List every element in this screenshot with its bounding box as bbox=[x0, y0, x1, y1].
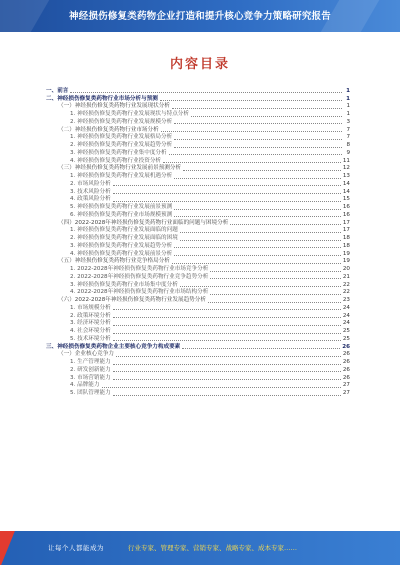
toc-entry-page: 22 bbox=[342, 281, 350, 288]
toc-entry-label: 4. 品牌能力 bbox=[70, 382, 100, 389]
toc-entry[interactable] bbox=[46, 366, 350, 374]
toc-dot-leader bbox=[113, 325, 341, 326]
toc-entry-label: 4. 神经损伤修复类药物行业投资分析 bbox=[70, 157, 162, 164]
toc-entry[interactable] bbox=[46, 265, 350, 273]
toc-entry-page: 11 bbox=[342, 157, 350, 164]
toc-dot-leader bbox=[182, 348, 340, 349]
toc-entry-label: （三）神经损伤修复类药物行业发展前景预测分析 bbox=[58, 165, 182, 172]
toc-dot-leader bbox=[113, 379, 341, 380]
toc-dot-leader bbox=[174, 216, 341, 217]
toc-entry[interactable] bbox=[46, 312, 350, 320]
toc-dot-leader bbox=[210, 278, 341, 279]
toc-entry-page: 14 bbox=[342, 180, 350, 187]
footer-slogan: 让每个人都能成为 bbox=[48, 544, 104, 552]
toc-entry-label: 4. 社会环境分析 bbox=[70, 328, 111, 334]
toc-entry[interactable] bbox=[46, 320, 350, 328]
footer-accent bbox=[0, 531, 15, 565]
toc-entry-page: 1 bbox=[346, 103, 350, 110]
toc-entry[interactable] bbox=[46, 335, 350, 343]
toc-entry-page: 19 bbox=[342, 250, 350, 257]
toc-entry-label: 1. 神经损伤修复类药物行业发展机遇分析 bbox=[70, 173, 173, 179]
toc-dot-leader bbox=[174, 255, 341, 256]
toc-entry-page: 25 bbox=[342, 335, 350, 342]
toc-dot-leader bbox=[169, 154, 342, 155]
toc-dot-leader bbox=[174, 178, 341, 179]
toc-entry[interactable] bbox=[46, 219, 350, 227]
toc-entry[interactable] bbox=[46, 165, 350, 173]
toc-entry-label: 4. 神经损伤修复类药物行业发展前景分析 bbox=[70, 250, 173, 257]
toc-dot-leader bbox=[113, 309, 341, 310]
toc-entry-page: 23 bbox=[342, 297, 350, 303]
toc-entry-page: 7 bbox=[346, 126, 350, 133]
toc-dot-leader bbox=[172, 263, 341, 264]
toc-entry[interactable] bbox=[46, 126, 350, 134]
toc-entry-label: 2. 政策环境分析 bbox=[70, 312, 111, 319]
toc-entry-page: 14 bbox=[342, 188, 350, 195]
toc-entry-page: 18 bbox=[342, 242, 350, 249]
toc-entry-page: 19 bbox=[342, 258, 350, 265]
toc-dot-leader bbox=[113, 364, 341, 365]
report-title: 神经损伤修复类药物企业打造和提升核心竞争力策略研究报告 bbox=[69, 11, 331, 22]
toc-entry[interactable] bbox=[46, 134, 350, 142]
toc-entry-label: 4. 政策风险分析 bbox=[70, 196, 111, 203]
toc-entry-page: 12 bbox=[342, 165, 350, 172]
toc-dot-leader bbox=[210, 294, 341, 295]
toc-entry-page: 26 bbox=[342, 359, 350, 365]
toc-entry[interactable] bbox=[46, 389, 350, 397]
toc-entry-label: 4. 2022-2028年神经损伤修复类药物行业市场结构分析 bbox=[70, 289, 209, 296]
toc-entry-label: （二）神经损伤修复类药物行业市场分析 bbox=[58, 126, 159, 133]
footer-tagline: 行业专家、管理专家、营销专家、战略专家、成本专家…… bbox=[128, 544, 297, 552]
toc-dot-leader bbox=[230, 224, 341, 225]
toc-entry-label: 6. 神经损伤修复类药物行业市场规模预测 bbox=[70, 211, 173, 218]
toc-entry-page: 26 bbox=[342, 366, 350, 373]
toc-entry-label: 3. 神经损伤修复类药物行业发展趋势分析 bbox=[70, 242, 173, 249]
toc-dot-leader bbox=[113, 317, 341, 318]
toc-entry[interactable] bbox=[46, 234, 350, 242]
toc-dot-leader bbox=[113, 333, 341, 334]
toc-entry[interactable] bbox=[46, 281, 350, 289]
toc-entry[interactable] bbox=[46, 141, 350, 149]
toc-dot-leader bbox=[174, 123, 342, 124]
toc-entry-label: 3. 市场营销能力 bbox=[70, 374, 111, 381]
toc-entry-page: 1 bbox=[346, 87, 350, 94]
toc-entry-page: 15 bbox=[342, 196, 350, 203]
toc-entry[interactable] bbox=[46, 304, 350, 312]
toc-entry[interactable] bbox=[46, 110, 350, 118]
toc-dot-leader bbox=[160, 100, 342, 101]
toc-entry-page: 24 bbox=[342, 304, 350, 311]
toc-dot-leader bbox=[113, 193, 341, 194]
toc-entry-label: 1. 神经损伤修复类药物行业发展现状与特点分析 bbox=[70, 111, 189, 117]
toc-dot-leader bbox=[174, 139, 342, 140]
toc-dot-leader bbox=[113, 201, 341, 202]
toc-entry-label: 3. 技术风险分析 bbox=[70, 188, 111, 195]
toc-entry-label: 二、神经损伤修复类药物行业市场分析与预测 bbox=[46, 95, 158, 102]
toc-entry[interactable] bbox=[46, 203, 350, 211]
toc-entry-label: 1. 生产管理能力 bbox=[70, 359, 111, 365]
toc-dot-leader bbox=[174, 247, 341, 248]
toc-entry-label: 三、神经损伤修复类药物企业主要核心竞争力构成要素 bbox=[46, 343, 181, 350]
toc-entry[interactable] bbox=[46, 103, 350, 111]
toc-entry[interactable] bbox=[46, 196, 350, 204]
toc-entry[interactable] bbox=[46, 374, 350, 382]
toc-dot-leader bbox=[161, 131, 342, 132]
toc-dot-leader bbox=[174, 147, 342, 148]
toc-dot-leader bbox=[102, 387, 341, 388]
toc-entry-page: 22 bbox=[342, 289, 350, 296]
toc-entry-label: 2. 神经损伤修复类药物行业发展面临的困境 bbox=[70, 235, 178, 241]
toc-entry-label: 1. 市场规模分析 bbox=[70, 304, 111, 311]
toc-entry-page: 8 bbox=[346, 142, 350, 148]
toc-entry[interactable] bbox=[46, 289, 350, 297]
toc-entry-label: 2. 研发创新能力 bbox=[70, 366, 111, 373]
toc-entry-page: 25 bbox=[342, 328, 350, 334]
toc-dot-leader bbox=[180, 240, 341, 241]
toc-entry-label: （五）神经损伤修复类药物行业竞争格局分析 bbox=[58, 258, 170, 265]
toc-entry[interactable] bbox=[46, 227, 350, 235]
toc-entry-page: 21 bbox=[342, 273, 350, 280]
toc-entry-page: 3 bbox=[346, 118, 350, 125]
toc-entry-page: 1 bbox=[346, 111, 350, 117]
toc-entry-label: 2. 神经损伤修复类药物行业发展规模分析 bbox=[70, 118, 173, 125]
toc-entry-label: 2. 市场风险分析 bbox=[70, 180, 111, 187]
toc-entry-label: 3. 经济环境分析 bbox=[70, 320, 111, 327]
toc-heading: 内容目录 bbox=[169, 57, 230, 72]
toc-entry-page: 7 bbox=[346, 134, 350, 141]
toc-entry-label: （四）2022-2028年神经损伤修复类药物行业面临的问题与困境分析 bbox=[58, 219, 229, 226]
toc-entry-label: 2. 2022-2028年神经损伤修复类药物行业竞争趋势分析 bbox=[70, 273, 209, 280]
toc-entry-label: 3. 神经损伤修复类药物行业市场集中度分析 bbox=[70, 281, 178, 288]
toc-entry-page: 24 bbox=[342, 320, 350, 327]
toc-entry[interactable] bbox=[46, 327, 350, 335]
toc-dot-leader bbox=[180, 232, 341, 233]
report-header-banner bbox=[0, 0, 400, 32]
toc-entry-page: 1 bbox=[346, 95, 350, 102]
toc-dot-leader bbox=[210, 271, 341, 272]
toc-entry-page: 17 bbox=[342, 219, 350, 226]
toc-entry-page: 18 bbox=[342, 235, 350, 241]
toc-entry[interactable] bbox=[46, 149, 350, 157]
toc-entry[interactable] bbox=[46, 157, 350, 165]
toc-dot-leader bbox=[172, 108, 342, 109]
toc-dot-leader bbox=[163, 162, 341, 163]
toc-dot-leader bbox=[70, 92, 342, 93]
toc-entry[interactable] bbox=[46, 273, 350, 281]
toc-entry-label: 1. 2022-2028年神经损伤修复类药物行业市场竞争分析 bbox=[70, 266, 209, 272]
toc-entry[interactable] bbox=[46, 343, 350, 351]
toc-entry[interactable] bbox=[46, 188, 350, 196]
toc-entry[interactable] bbox=[46, 258, 350, 266]
toc-entry-label: 5. 团队管理能力 bbox=[70, 390, 111, 396]
toc-entry[interactable] bbox=[46, 351, 350, 359]
toc-entry[interactable] bbox=[46, 382, 350, 390]
toc-entry-label: 3. 神经损伤修复类药物行业集中度分析 bbox=[70, 149, 167, 156]
toc-entry-label: 1. 神经损伤修复类药物行业发展格局分析 bbox=[70, 134, 173, 141]
toc-entry[interactable] bbox=[46, 296, 350, 304]
toc-entry[interactable] bbox=[46, 211, 350, 219]
toc-entry[interactable] bbox=[46, 118, 350, 126]
toc-dot-leader bbox=[113, 371, 341, 372]
toc-entry-page: 26 bbox=[342, 351, 350, 358]
toc-dot-leader bbox=[191, 116, 342, 117]
toc-dot-leader bbox=[116, 356, 341, 357]
toc-entry[interactable] bbox=[46, 180, 350, 188]
toc-entry-page: 26 bbox=[342, 343, 350, 350]
toc-entry[interactable] bbox=[46, 87, 350, 95]
toc-entry-label: 一、前言 bbox=[46, 87, 69, 94]
toc-entry[interactable] bbox=[46, 358, 350, 366]
report-footer-banner bbox=[0, 531, 400, 565]
toc-entry[interactable] bbox=[46, 172, 350, 180]
toc-entry[interactable] bbox=[46, 95, 350, 103]
toc-entry-page: 26 bbox=[342, 374, 350, 381]
toc-entry-page: 16 bbox=[342, 204, 350, 210]
toc-entry-page: 27 bbox=[342, 390, 350, 396]
toc-dot-leader bbox=[180, 286, 341, 287]
toc-entry-label: （一）企业核心竞争力 bbox=[58, 351, 114, 358]
toc-entry-page: 17 bbox=[342, 227, 350, 234]
toc-dot-leader bbox=[174, 209, 341, 210]
toc-entry-label: 2. 神经损伤修复类药物行业发展趋势分析 bbox=[70, 142, 173, 148]
toc-entry-page: 16 bbox=[342, 211, 350, 218]
toc-dot-leader bbox=[183, 170, 341, 171]
toc-entry-page: 13 bbox=[342, 173, 350, 179]
toc-entry-page: 9 bbox=[346, 149, 350, 156]
toc-entry-page: 24 bbox=[342, 312, 350, 319]
toc-entry-label: 5. 神经损伤修复类药物行业发展前景预测 bbox=[70, 204, 173, 210]
toc-entry-label: （一）神经损伤修复类药物行业发展现状分析 bbox=[58, 103, 170, 110]
toc-dot-leader bbox=[113, 185, 341, 186]
toc-entry-label: 1. 神经损伤修复类药物行业发展面临的问题 bbox=[70, 227, 178, 234]
toc-dot-leader bbox=[113, 395, 341, 396]
toc-dot-leader bbox=[208, 302, 341, 303]
toc-entry-label: （六）2022-2028年神经损伤修复类药物行业发展趋势分析 bbox=[58, 297, 206, 303]
toc-dot-leader bbox=[113, 340, 341, 341]
toc-entry[interactable] bbox=[46, 242, 350, 250]
table-of-contents bbox=[46, 87, 350, 397]
toc-entry-label: 5. 技术环境分析 bbox=[70, 335, 111, 342]
toc-entry-page: 27 bbox=[342, 382, 350, 389]
toc-entry-page: 20 bbox=[342, 266, 350, 272]
toc-entry[interactable] bbox=[46, 250, 350, 258]
